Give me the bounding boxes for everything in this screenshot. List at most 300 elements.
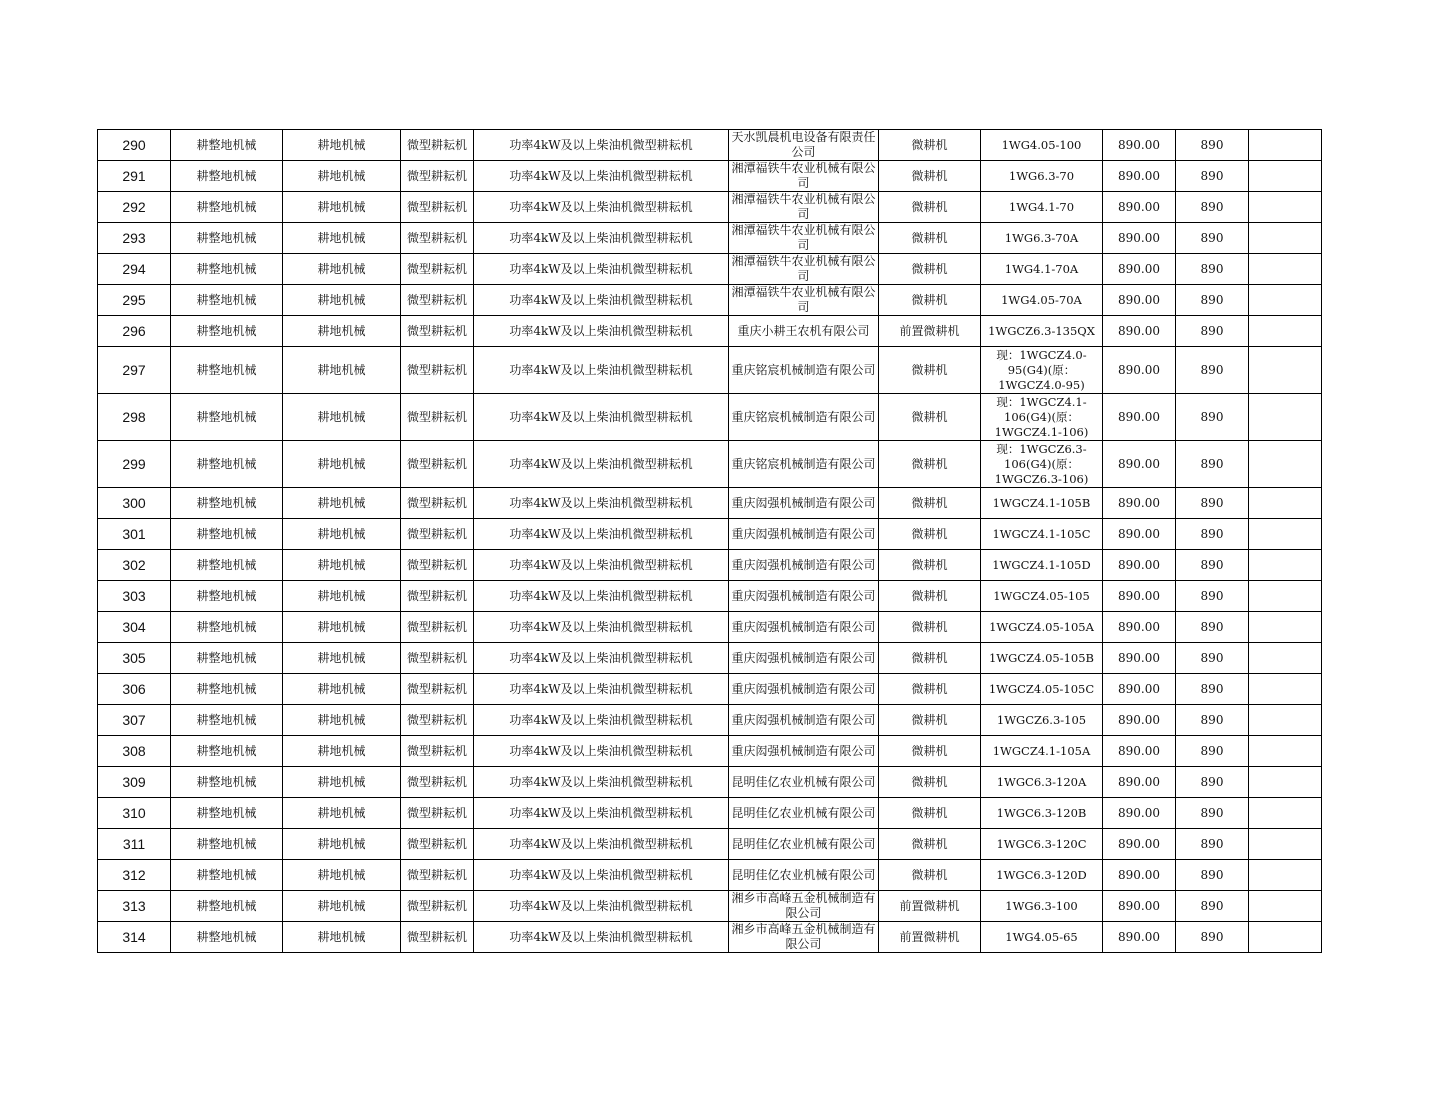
item-cell: 微型耕耘机 [401, 860, 474, 891]
category-cell: 耕整地机械 [171, 550, 283, 581]
product-name-cell: 微耕机 [879, 550, 981, 581]
spec-cell: 功率4kW及以上柴油机微型耕耘机 [474, 767, 729, 798]
category-cell: 耕整地机械 [171, 316, 283, 347]
subcategory-cell: 耕地机械 [283, 223, 401, 254]
category-cell: 耕整地机械 [171, 922, 283, 953]
model-cell: 1WGCZ4.1-105B [981, 488, 1103, 519]
price-cell: 890.00 [1103, 798, 1176, 829]
subsidy-cell: 890 [1176, 550, 1249, 581]
model-cell: 1WGCZ6.3-105 [981, 705, 1103, 736]
item-cell: 微型耕耘机 [401, 767, 474, 798]
subcategory-cell: 耕地机械 [283, 829, 401, 860]
price-cell: 890.00 [1103, 347, 1176, 394]
manufacturer-cell: 重庆闳强机械制造有限公司 [729, 705, 879, 736]
table-row [98, 254, 1322, 285]
category-cell: 耕整地机械 [171, 643, 283, 674]
note-cell [1249, 161, 1322, 192]
price-cell: 890.00 [1103, 581, 1176, 612]
table-row [98, 192, 1322, 223]
product-name-cell: 微耕机 [879, 394, 981, 441]
subcategory-cell: 耕地机械 [283, 192, 401, 223]
category-cell: 耕整地机械 [171, 612, 283, 643]
product-name-cell: 微耕机 [879, 612, 981, 643]
spec-cell: 功率4kW及以上柴油机微型耕耘机 [474, 161, 729, 192]
row-number-cell: 297 [98, 347, 171, 394]
spec-cell: 功率4kW及以上柴油机微型耕耘机 [474, 581, 729, 612]
subsidy-cell: 890 [1176, 223, 1249, 254]
price-cell: 890.00 [1103, 860, 1176, 891]
model-cell: 1WGCZ4.05-105B [981, 643, 1103, 674]
product-name-cell: 微耕机 [879, 161, 981, 192]
category-cell: 耕整地机械 [171, 581, 283, 612]
subsidy-cell: 890 [1176, 829, 1249, 860]
manufacturer-cell: 重庆闳强机械制造有限公司 [729, 643, 879, 674]
row-number-cell: 304 [98, 612, 171, 643]
subsidy-cell: 890 [1176, 922, 1249, 953]
subsidy-cell: 890 [1176, 798, 1249, 829]
note-cell [1249, 612, 1322, 643]
table-row [98, 581, 1322, 612]
subcategory-cell: 耕地机械 [283, 922, 401, 953]
price-cell: 890.00 [1103, 612, 1176, 643]
subcategory-cell: 耕地机械 [283, 519, 401, 550]
item-cell: 微型耕耘机 [401, 441, 474, 488]
manufacturer-cell: 重庆闳强机械制造有限公司 [729, 581, 879, 612]
item-cell: 微型耕耘机 [401, 798, 474, 829]
spec-cell: 功率4kW及以上柴油机微型耕耘机 [474, 394, 729, 441]
spec-cell: 功率4kW及以上柴油机微型耕耘机 [474, 254, 729, 285]
item-cell: 微型耕耘机 [401, 891, 474, 922]
price-cell: 890.00 [1103, 519, 1176, 550]
product-name-cell: 微耕机 [879, 285, 981, 316]
table-row [98, 488, 1322, 519]
subcategory-cell: 耕地机械 [283, 285, 401, 316]
row-number-cell: 314 [98, 922, 171, 953]
price-cell: 890.00 [1103, 285, 1176, 316]
row-number-cell: 313 [98, 891, 171, 922]
table-row [98, 922, 1322, 953]
row-number-cell: 291 [98, 161, 171, 192]
subcategory-cell: 耕地机械 [283, 254, 401, 285]
spec-cell: 功率4kW及以上柴油机微型耕耘机 [474, 922, 729, 953]
subsidy-cell: 890 [1176, 674, 1249, 705]
item-cell: 微型耕耘机 [401, 316, 474, 347]
note-cell [1249, 519, 1322, 550]
subsidy-cell: 890 [1176, 347, 1249, 394]
subsidy-cell: 890 [1176, 441, 1249, 488]
subcategory-cell: 耕地机械 [283, 860, 401, 891]
subsidy-cell: 890 [1176, 891, 1249, 922]
price-cell: 890.00 [1103, 643, 1176, 674]
table-row [98, 860, 1322, 891]
table-row [98, 347, 1322, 394]
model-cell: 1WG4.1-70 [981, 192, 1103, 223]
category-cell: 耕整地机械 [171, 488, 283, 519]
product-name-cell: 微耕机 [879, 829, 981, 860]
spec-cell: 功率4kW及以上柴油机微型耕耘机 [474, 316, 729, 347]
price-cell: 890.00 [1103, 441, 1176, 488]
product-name-cell: 微耕机 [879, 705, 981, 736]
price-cell: 890.00 [1103, 316, 1176, 347]
table-row [98, 519, 1322, 550]
subcategory-cell: 耕地机械 [283, 161, 401, 192]
manufacturer-cell: 重庆铭宸机械制造有限公司 [729, 394, 879, 441]
price-cell: 890.00 [1103, 767, 1176, 798]
price-cell: 890.00 [1103, 488, 1176, 519]
product-name-cell: 微耕机 [879, 767, 981, 798]
note-cell [1249, 581, 1322, 612]
product-name-cell: 微耕机 [879, 441, 981, 488]
product-name-cell: 微耕机 [879, 347, 981, 394]
row-number-cell: 296 [98, 316, 171, 347]
item-cell: 微型耕耘机 [401, 394, 474, 441]
note-cell [1249, 347, 1322, 394]
manufacturer-cell: 昆明佳亿农业机械有限公司 [729, 798, 879, 829]
product-name-cell: 前置微耕机 [879, 316, 981, 347]
table-row [98, 736, 1322, 767]
subcategory-cell: 耕地机械 [283, 612, 401, 643]
item-cell: 微型耕耘机 [401, 736, 474, 767]
subcategory-cell: 耕地机械 [283, 798, 401, 829]
manufacturer-cell: 湘乡市高峰五金机械制造有限公司 [729, 922, 879, 953]
row-number-cell: 298 [98, 394, 171, 441]
note-cell [1249, 316, 1322, 347]
subcategory-cell: 耕地机械 [283, 316, 401, 347]
table-row [98, 674, 1322, 705]
subcategory-cell: 耕地机械 [283, 550, 401, 581]
note-cell [1249, 223, 1322, 254]
subcategory-cell: 耕地机械 [283, 736, 401, 767]
model-cell: 1WG4.1-70A [981, 254, 1103, 285]
category-cell: 耕整地机械 [171, 254, 283, 285]
subsidy-cell: 890 [1176, 705, 1249, 736]
note-cell [1249, 441, 1322, 488]
category-cell: 耕整地机械 [171, 860, 283, 891]
manufacturer-cell: 昆明佳亿农业机械有限公司 [729, 767, 879, 798]
model-cell: 1WGC6.3-120C [981, 829, 1103, 860]
spec-cell: 功率4kW及以上柴油机微型耕耘机 [474, 347, 729, 394]
subsidy-table [97, 129, 1322, 953]
price-cell: 890.00 [1103, 891, 1176, 922]
item-cell: 微型耕耘机 [401, 705, 474, 736]
product-name-cell: 前置微耕机 [879, 891, 981, 922]
manufacturer-cell: 湘潭福铁牛农业机械有限公司 [729, 285, 879, 316]
subsidy-cell: 890 [1176, 519, 1249, 550]
table-row [98, 161, 1322, 192]
category-cell: 耕整地机械 [171, 161, 283, 192]
price-cell: 890.00 [1103, 254, 1176, 285]
price-cell: 890.00 [1103, 550, 1176, 581]
category-cell: 耕整地机械 [171, 192, 283, 223]
model-cell: 1WG6.3-100 [981, 891, 1103, 922]
spec-cell: 功率4kW及以上柴油机微型耕耘机 [474, 798, 729, 829]
model-cell: 1WGCZ4.05-105C [981, 674, 1103, 705]
model-cell: 1WGCZ4.05-105A [981, 612, 1103, 643]
item-cell: 微型耕耘机 [401, 192, 474, 223]
subsidy-cell: 890 [1176, 394, 1249, 441]
model-cell: 1WGCZ6.3-135QX [981, 316, 1103, 347]
category-cell: 耕整地机械 [171, 394, 283, 441]
spec-cell: 功率4kW及以上柴油机微型耕耘机 [474, 643, 729, 674]
table-row [98, 223, 1322, 254]
product-name-cell: 微耕机 [879, 130, 981, 161]
note-cell [1249, 130, 1322, 161]
spec-cell: 功率4kW及以上柴油机微型耕耘机 [474, 519, 729, 550]
product-name-cell: 微耕机 [879, 192, 981, 223]
row-number-cell: 308 [98, 736, 171, 767]
product-name-cell: 微耕机 [879, 643, 981, 674]
item-cell: 微型耕耘机 [401, 223, 474, 254]
row-number-cell: 301 [98, 519, 171, 550]
subcategory-cell: 耕地机械 [283, 767, 401, 798]
subsidy-cell: 890 [1176, 612, 1249, 643]
category-cell: 耕整地机械 [171, 674, 283, 705]
table-body [98, 130, 1322, 953]
model-cell: 1WG6.3-70 [981, 161, 1103, 192]
model-cell: 1WG4.05-100 [981, 130, 1103, 161]
item-cell: 微型耕耘机 [401, 550, 474, 581]
model-cell: 1WG4.05-65 [981, 922, 1103, 953]
row-number-cell: 293 [98, 223, 171, 254]
spec-cell: 功率4kW及以上柴油机微型耕耘机 [474, 192, 729, 223]
row-number-cell: 305 [98, 643, 171, 674]
table-row [98, 891, 1322, 922]
note-cell [1249, 674, 1322, 705]
table-row [98, 316, 1322, 347]
note-cell [1249, 192, 1322, 223]
note-cell [1249, 488, 1322, 519]
product-name-cell: 微耕机 [879, 254, 981, 285]
spec-cell: 功率4kW及以上柴油机微型耕耘机 [474, 829, 729, 860]
table-row [98, 441, 1322, 488]
category-cell: 耕整地机械 [171, 519, 283, 550]
category-cell: 耕整地机械 [171, 285, 283, 316]
model-cell: 1WG4.05-70A [981, 285, 1103, 316]
manufacturer-cell: 重庆小耕王农机有限公司 [729, 316, 879, 347]
row-number-cell: 312 [98, 860, 171, 891]
subsidy-cell: 890 [1176, 192, 1249, 223]
category-cell: 耕整地机械 [171, 767, 283, 798]
row-number-cell: 299 [98, 441, 171, 488]
subcategory-cell: 耕地机械 [283, 891, 401, 922]
spec-cell: 功率4kW及以上柴油机微型耕耘机 [474, 488, 729, 519]
subsidy-cell: 890 [1176, 161, 1249, 192]
spec-cell: 功率4kW及以上柴油机微型耕耘机 [474, 223, 729, 254]
price-cell: 890.00 [1103, 922, 1176, 953]
model-cell: 1WG6.3-70A [981, 223, 1103, 254]
subcategory-cell: 耕地机械 [283, 394, 401, 441]
product-name-cell: 微耕机 [879, 674, 981, 705]
subcategory-cell: 耕地机械 [283, 705, 401, 736]
row-number-cell: 310 [98, 798, 171, 829]
table-row [98, 829, 1322, 860]
note-cell [1249, 798, 1322, 829]
subsidy-cell: 890 [1176, 860, 1249, 891]
price-cell: 890.00 [1103, 223, 1176, 254]
table-row [98, 643, 1322, 674]
manufacturer-cell: 昆明佳亿农业机械有限公司 [729, 860, 879, 891]
model-cell: 1WGC6.3-120B [981, 798, 1103, 829]
category-cell: 耕整地机械 [171, 130, 283, 161]
product-name-cell: 微耕机 [879, 488, 981, 519]
manufacturer-cell: 昆明佳亿农业机械有限公司 [729, 829, 879, 860]
item-cell: 微型耕耘机 [401, 581, 474, 612]
table-row [98, 767, 1322, 798]
spec-cell: 功率4kW及以上柴油机微型耕耘机 [474, 612, 729, 643]
row-number-cell: 295 [98, 285, 171, 316]
product-name-cell: 微耕机 [879, 860, 981, 891]
subcategory-cell: 耕地机械 [283, 441, 401, 488]
category-cell: 耕整地机械 [171, 705, 283, 736]
row-number-cell: 303 [98, 581, 171, 612]
model-cell: 1WGCZ4.05-105 [981, 581, 1103, 612]
model-cell: 现：1WGCZ4.1-106(G4)(原：1WGCZ4.1-106) [981, 394, 1103, 441]
item-cell: 微型耕耘机 [401, 161, 474, 192]
manufacturer-cell: 湘潭福铁牛农业机械有限公司 [729, 254, 879, 285]
model-cell: 现：1WGCZ4.0-95(G4)(原：1WGCZ4.0-95) [981, 347, 1103, 394]
subsidy-cell: 890 [1176, 488, 1249, 519]
table-row [98, 394, 1322, 441]
manufacturer-cell: 湘乡市高峰五金机械制造有限公司 [729, 891, 879, 922]
product-name-cell: 微耕机 [879, 519, 981, 550]
price-cell: 890.00 [1103, 161, 1176, 192]
spec-cell: 功率4kW及以上柴油机微型耕耘机 [474, 891, 729, 922]
item-cell: 微型耕耘机 [401, 519, 474, 550]
subcategory-cell: 耕地机械 [283, 130, 401, 161]
category-cell: 耕整地机械 [171, 891, 283, 922]
item-cell: 微型耕耘机 [401, 612, 474, 643]
row-number-cell: 307 [98, 705, 171, 736]
note-cell [1249, 705, 1322, 736]
price-cell: 890.00 [1103, 394, 1176, 441]
table-row [98, 798, 1322, 829]
note-cell [1249, 891, 1322, 922]
manufacturer-cell: 重庆闳强机械制造有限公司 [729, 550, 879, 581]
model-cell: 现：1WGCZ6.3-106(G4)(原：1WGCZ6.3-106) [981, 441, 1103, 488]
product-name-cell: 微耕机 [879, 581, 981, 612]
product-name-cell: 微耕机 [879, 223, 981, 254]
product-name-cell: 微耕机 [879, 736, 981, 767]
category-cell: 耕整地机械 [171, 441, 283, 488]
item-cell: 微型耕耘机 [401, 829, 474, 860]
manufacturer-cell: 重庆闳强机械制造有限公司 [729, 519, 879, 550]
model-cell: 1WGCZ4.1-105C [981, 519, 1103, 550]
manufacturer-cell: 重庆铭宸机械制造有限公司 [729, 441, 879, 488]
item-cell: 微型耕耘机 [401, 643, 474, 674]
subcategory-cell: 耕地机械 [283, 674, 401, 705]
price-cell: 890.00 [1103, 192, 1176, 223]
table-row [98, 285, 1322, 316]
subsidy-cell: 890 [1176, 581, 1249, 612]
subcategory-cell: 耕地机械 [283, 643, 401, 674]
subsidy-cell: 890 [1176, 767, 1249, 798]
model-cell: 1WGC6.3-120D [981, 860, 1103, 891]
manufacturer-cell: 重庆闳强机械制造有限公司 [729, 612, 879, 643]
row-number-cell: 309 [98, 767, 171, 798]
price-cell: 890.00 [1103, 705, 1176, 736]
row-number-cell: 306 [98, 674, 171, 705]
spec-cell: 功率4kW及以上柴油机微型耕耘机 [474, 860, 729, 891]
table-row [98, 550, 1322, 581]
item-cell: 微型耕耘机 [401, 130, 474, 161]
row-number-cell: 290 [98, 130, 171, 161]
note-cell [1249, 394, 1322, 441]
table-row [98, 705, 1322, 736]
spec-cell: 功率4kW及以上柴油机微型耕耘机 [474, 705, 729, 736]
category-cell: 耕整地机械 [171, 223, 283, 254]
spec-cell: 功率4kW及以上柴油机微型耕耘机 [474, 674, 729, 705]
table-row [98, 612, 1322, 643]
subsidy-cell: 890 [1176, 130, 1249, 161]
price-cell: 890.00 [1103, 130, 1176, 161]
spec-cell: 功率4kW及以上柴油机微型耕耘机 [474, 441, 729, 488]
manufacturer-cell: 重庆闳强机械制造有限公司 [729, 736, 879, 767]
subsidy-cell: 890 [1176, 316, 1249, 347]
subcategory-cell: 耕地机械 [283, 488, 401, 519]
note-cell [1249, 922, 1322, 953]
category-cell: 耕整地机械 [171, 829, 283, 860]
note-cell [1249, 643, 1322, 674]
subcategory-cell: 耕地机械 [283, 347, 401, 394]
item-cell: 微型耕耘机 [401, 347, 474, 394]
row-number-cell: 300 [98, 488, 171, 519]
row-number-cell: 302 [98, 550, 171, 581]
price-cell: 890.00 [1103, 829, 1176, 860]
note-cell [1249, 254, 1322, 285]
spec-cell: 功率4kW及以上柴油机微型耕耘机 [474, 285, 729, 316]
category-cell: 耕整地机械 [171, 347, 283, 394]
model-cell: 1WGCZ4.1-105D [981, 550, 1103, 581]
item-cell: 微型耕耘机 [401, 285, 474, 316]
note-cell [1249, 285, 1322, 316]
manufacturer-cell: 重庆闳强机械制造有限公司 [729, 488, 879, 519]
row-number-cell: 292 [98, 192, 171, 223]
price-cell: 890.00 [1103, 736, 1176, 767]
subsidy-cell: 890 [1176, 736, 1249, 767]
model-cell: 1WGC6.3-120A [981, 767, 1103, 798]
item-cell: 微型耕耘机 [401, 488, 474, 519]
manufacturer-cell: 湘潭福铁牛农业机械有限公司 [729, 192, 879, 223]
item-cell: 微型耕耘机 [401, 254, 474, 285]
table-row [98, 130, 1322, 161]
note-cell [1249, 550, 1322, 581]
item-cell: 微型耕耘机 [401, 922, 474, 953]
row-number-cell: 294 [98, 254, 171, 285]
subsidy-cell: 890 [1176, 643, 1249, 674]
subcategory-cell: 耕地机械 [283, 581, 401, 612]
manufacturer-cell: 湘潭福铁牛农业机械有限公司 [729, 161, 879, 192]
product-name-cell: 微耕机 [879, 798, 981, 829]
note-cell [1249, 767, 1322, 798]
manufacturer-cell: 湘潭福铁牛农业机械有限公司 [729, 223, 879, 254]
spec-cell: 功率4kW及以上柴油机微型耕耘机 [474, 550, 729, 581]
item-cell: 微型耕耘机 [401, 674, 474, 705]
note-cell [1249, 736, 1322, 767]
price-cell: 890.00 [1103, 674, 1176, 705]
manufacturer-cell: 重庆闳强机械制造有限公司 [729, 674, 879, 705]
manufacturer-cell: 天水凯晨机电设备有限责任公司 [729, 130, 879, 161]
product-name-cell: 前置微耕机 [879, 922, 981, 953]
category-cell: 耕整地机械 [171, 798, 283, 829]
manufacturer-cell: 重庆铭宸机械制造有限公司 [729, 347, 879, 394]
category-cell: 耕整地机械 [171, 736, 283, 767]
subsidy-cell: 890 [1176, 285, 1249, 316]
note-cell [1249, 860, 1322, 891]
model-cell: 1WGCZ4.1-105A [981, 736, 1103, 767]
spec-cell: 功率4kW及以上柴油机微型耕耘机 [474, 130, 729, 161]
subsidy-cell: 890 [1176, 254, 1249, 285]
row-number-cell: 311 [98, 829, 171, 860]
